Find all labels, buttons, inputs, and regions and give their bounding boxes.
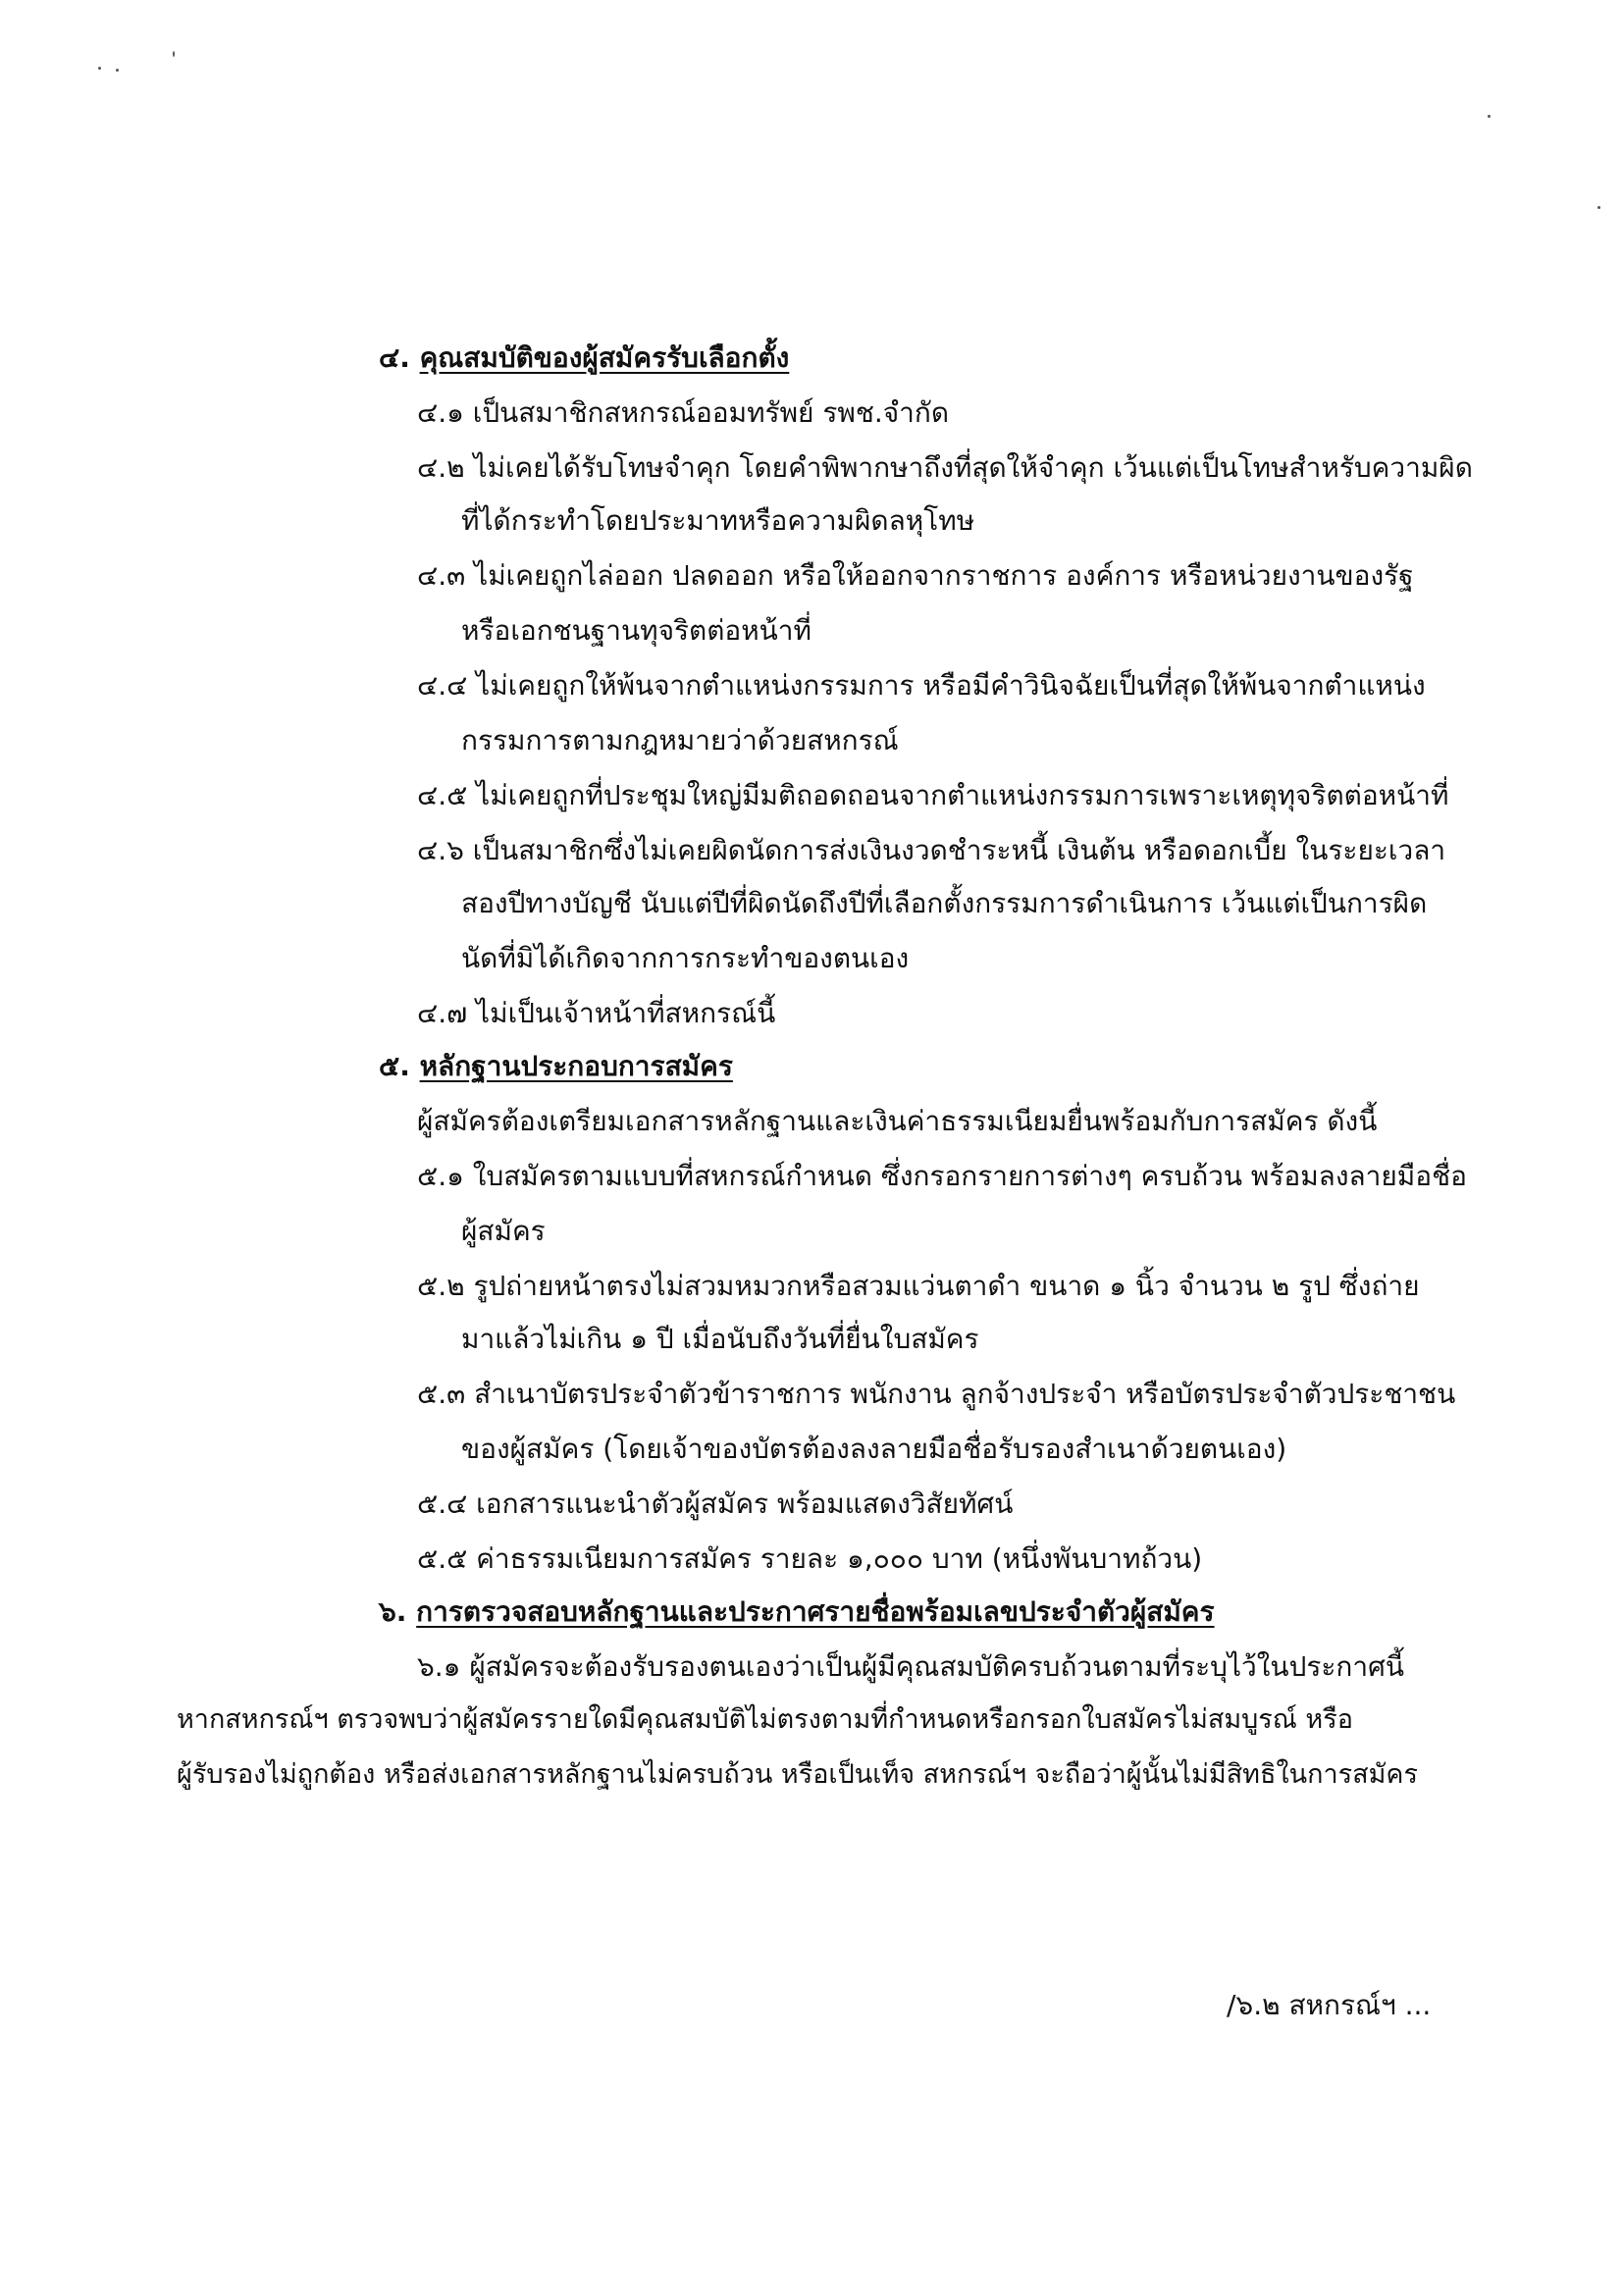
sec4-item-4-line-2: กรรมการตามกฎหมายว่าด้วยสหกรณ์ <box>461 724 899 757</box>
sec5-item-3-line-1: ๕.๓ สำเนาบัตรประจำตัวข้าราชการ พนักงาน ลูกจ้างประจำ หรือบัตรประจำตัวประชาชน <box>417 1378 1456 1410</box>
section-5-title: หลักฐานประกอบการสมัคร <box>419 1050 733 1082</box>
sec4-item-2-line-2: ที่ได้กระทำโดยประมาทหรือความผิดลหุโทษ <box>461 504 975 537</box>
scan-speck <box>116 69 119 72</box>
sec4-item-3-line-2: หรือเอกชนฐานทุจริตต่อหน้าที่ <box>461 614 812 647</box>
sec5-item-4: ๕.๔ เอกสารแนะนำตัวผู้สมัคร พร้อมแสดงวิสัยทัศน์ <box>417 1487 1014 1520</box>
sec4-item-6-line-3: นัดที่มิได้เกิดจากการกระทำของตนเอง <box>461 942 910 974</box>
section-5-heading <box>379 1048 733 1085</box>
section-4-number: ๔. <box>379 341 410 374</box>
scan-speck <box>1597 206 1600 209</box>
sec5-item-5: ๕.๕ ค่าธรรมเนียมการสมัคร รายละ ๑,๐๐๐ บาท (หนึ่งพันบาทถ้วน) <box>417 1542 1203 1575</box>
sec5-item-2-line-2: มาแล้วไม่เกิน ๑ ปี เมื่อนับถึงวันที่ยื่นใบสมัคร <box>461 1323 979 1355</box>
section-4-title: คุณสมบัติของผู้สมัครรับเลือกตั้ง <box>419 341 790 374</box>
sec5-item-2-line-1: ๕.๒ รูปถ่ายหน้าตรงไม่สวมหมวกหรือสวมแว่นตาดำ ขนาด ๑ นิ้ว จำนวน ๒ รูป ซึ่งถ่าย <box>417 1270 1420 1302</box>
section-6-number: ๖. <box>379 1595 407 1628</box>
sec5-item-3-line-2: ของผู้สมัคร (โดยเจ้าของบัตรต้องลงลายมือชื่อรับรองสำเนาด้วยตนเอง) <box>461 1433 1287 1465</box>
sec4-item-7: ๔.๗ ไม่เป็นเจ้าหน้าที่สหกรณ์นี้ <box>417 997 776 1029</box>
scan-speck <box>1488 115 1491 118</box>
scan-speck <box>98 67 101 70</box>
sec5-item-1-line-2: ผู้สมัคร <box>461 1215 546 1247</box>
sec5-item-1-line-1: ๕.๑ ใบสมัครตามแบบที่สหกรณ์กำหนด ซึ่งกรอกรายการต่างๆ ครบถ้วน พร้อมลงลายมือชื่อ <box>417 1160 1467 1192</box>
sec4-item-5: ๔.๕ ไม่เคยถูกที่ประชุมใหญ่มีมติถอดถอนจากตำแหน่งกรรมการเพราะเหตุทุจริตต่อหน้าที่ <box>417 779 1449 811</box>
section-6-title: การตรวจสอบหลักฐานและประกาศรายชื่อพร้อมเลขประจำตัวผู้สมัคร <box>416 1595 1215 1628</box>
section-4-heading <box>379 339 789 377</box>
sec5-intro: ผู้สมัครต้องเตรียมเอกสารหลักฐานและเงินค่าธรรมเนียมยื่นพร้อมกับการสมัคร ดังนี้ <box>417 1105 1378 1137</box>
sec6-para-line-2: หากสหกรณ์ฯ ตรวจพบว่าผู้สมัครรายใดมีคุณสมบัติไม่ตรงตามที่กำหนดหรือกรอกใบสมัครไม่สมบูรณ์ หรือ <box>177 1704 1353 1735</box>
sec4-item-1: ๔.๑ เป็นสมาชิกสหกรณ์ออมทรัพย์ รพช.จำกัด <box>417 396 950 429</box>
sec4-item-6-line-2: สองปีทางบัญชี นับแต่ปีที่ผิดนัดถึงปีที่เลือกตั้งกรรมการดำเนินการ เว้นแต่เป็นการผิด <box>461 887 1428 919</box>
sec4-item-4-line-1: ๔.๔ ไม่เคยถูกให้พ้นจากตำแหน่งกรรมการ หรือมีคำวินิจฉัยเป็นที่สุดให้พ้นจากตำแหน่ง <box>417 669 1426 702</box>
section-5-number: ๕. <box>379 1050 410 1082</box>
sec4-item-6-line-1: ๔.๖ เป็นสมาชิกซึ่งไม่เคยผิดนัดการส่งเงินงวดชำระหนี้ เงินต้น หรือดอกเบี้ย ในระยะเวลา <box>417 834 1446 866</box>
sec4-item-2-line-1: ๔.๒ ไม่เคยได้รับโทษจำคุก โดยคำพิพากษาถึงที่สุดให้จำคุก เว้นแต่เป็นโทษสำหรับความผิด <box>417 451 1473 484</box>
section-6-heading <box>379 1593 1215 1631</box>
page-continuation-note: /๖.๒ สหกรณ์ฯ ... <box>1227 1989 1432 2021</box>
sec4-item-3-line-1: ๔.๓ ไม่เคยถูกไล่ออก ปลดออก หรือให้ออกจากราชการ องค์การ หรือหน่วยงานของรัฐ <box>417 559 1414 592</box>
scan-speck <box>173 51 175 57</box>
sec6-para-line-1: ๖.๑ ผู้สมัครจะต้องรับรองตนเองว่าเป็นผู้มีคุณสมบัติครบถ้วนตามที่ระบุไว้ในประกาศนี้ <box>417 1650 1405 1683</box>
sec6-para-line-3: ผู้รับรองไม่ถูกต้อง หรือส่งเอกสารหลักฐานไม่ครบถ้วน หรือเป็นเท็จ สหกรณ์ฯ จะถือว่าผู้นั้นไม่มีสิทธิในการสมัคร <box>177 1759 1418 1790</box>
